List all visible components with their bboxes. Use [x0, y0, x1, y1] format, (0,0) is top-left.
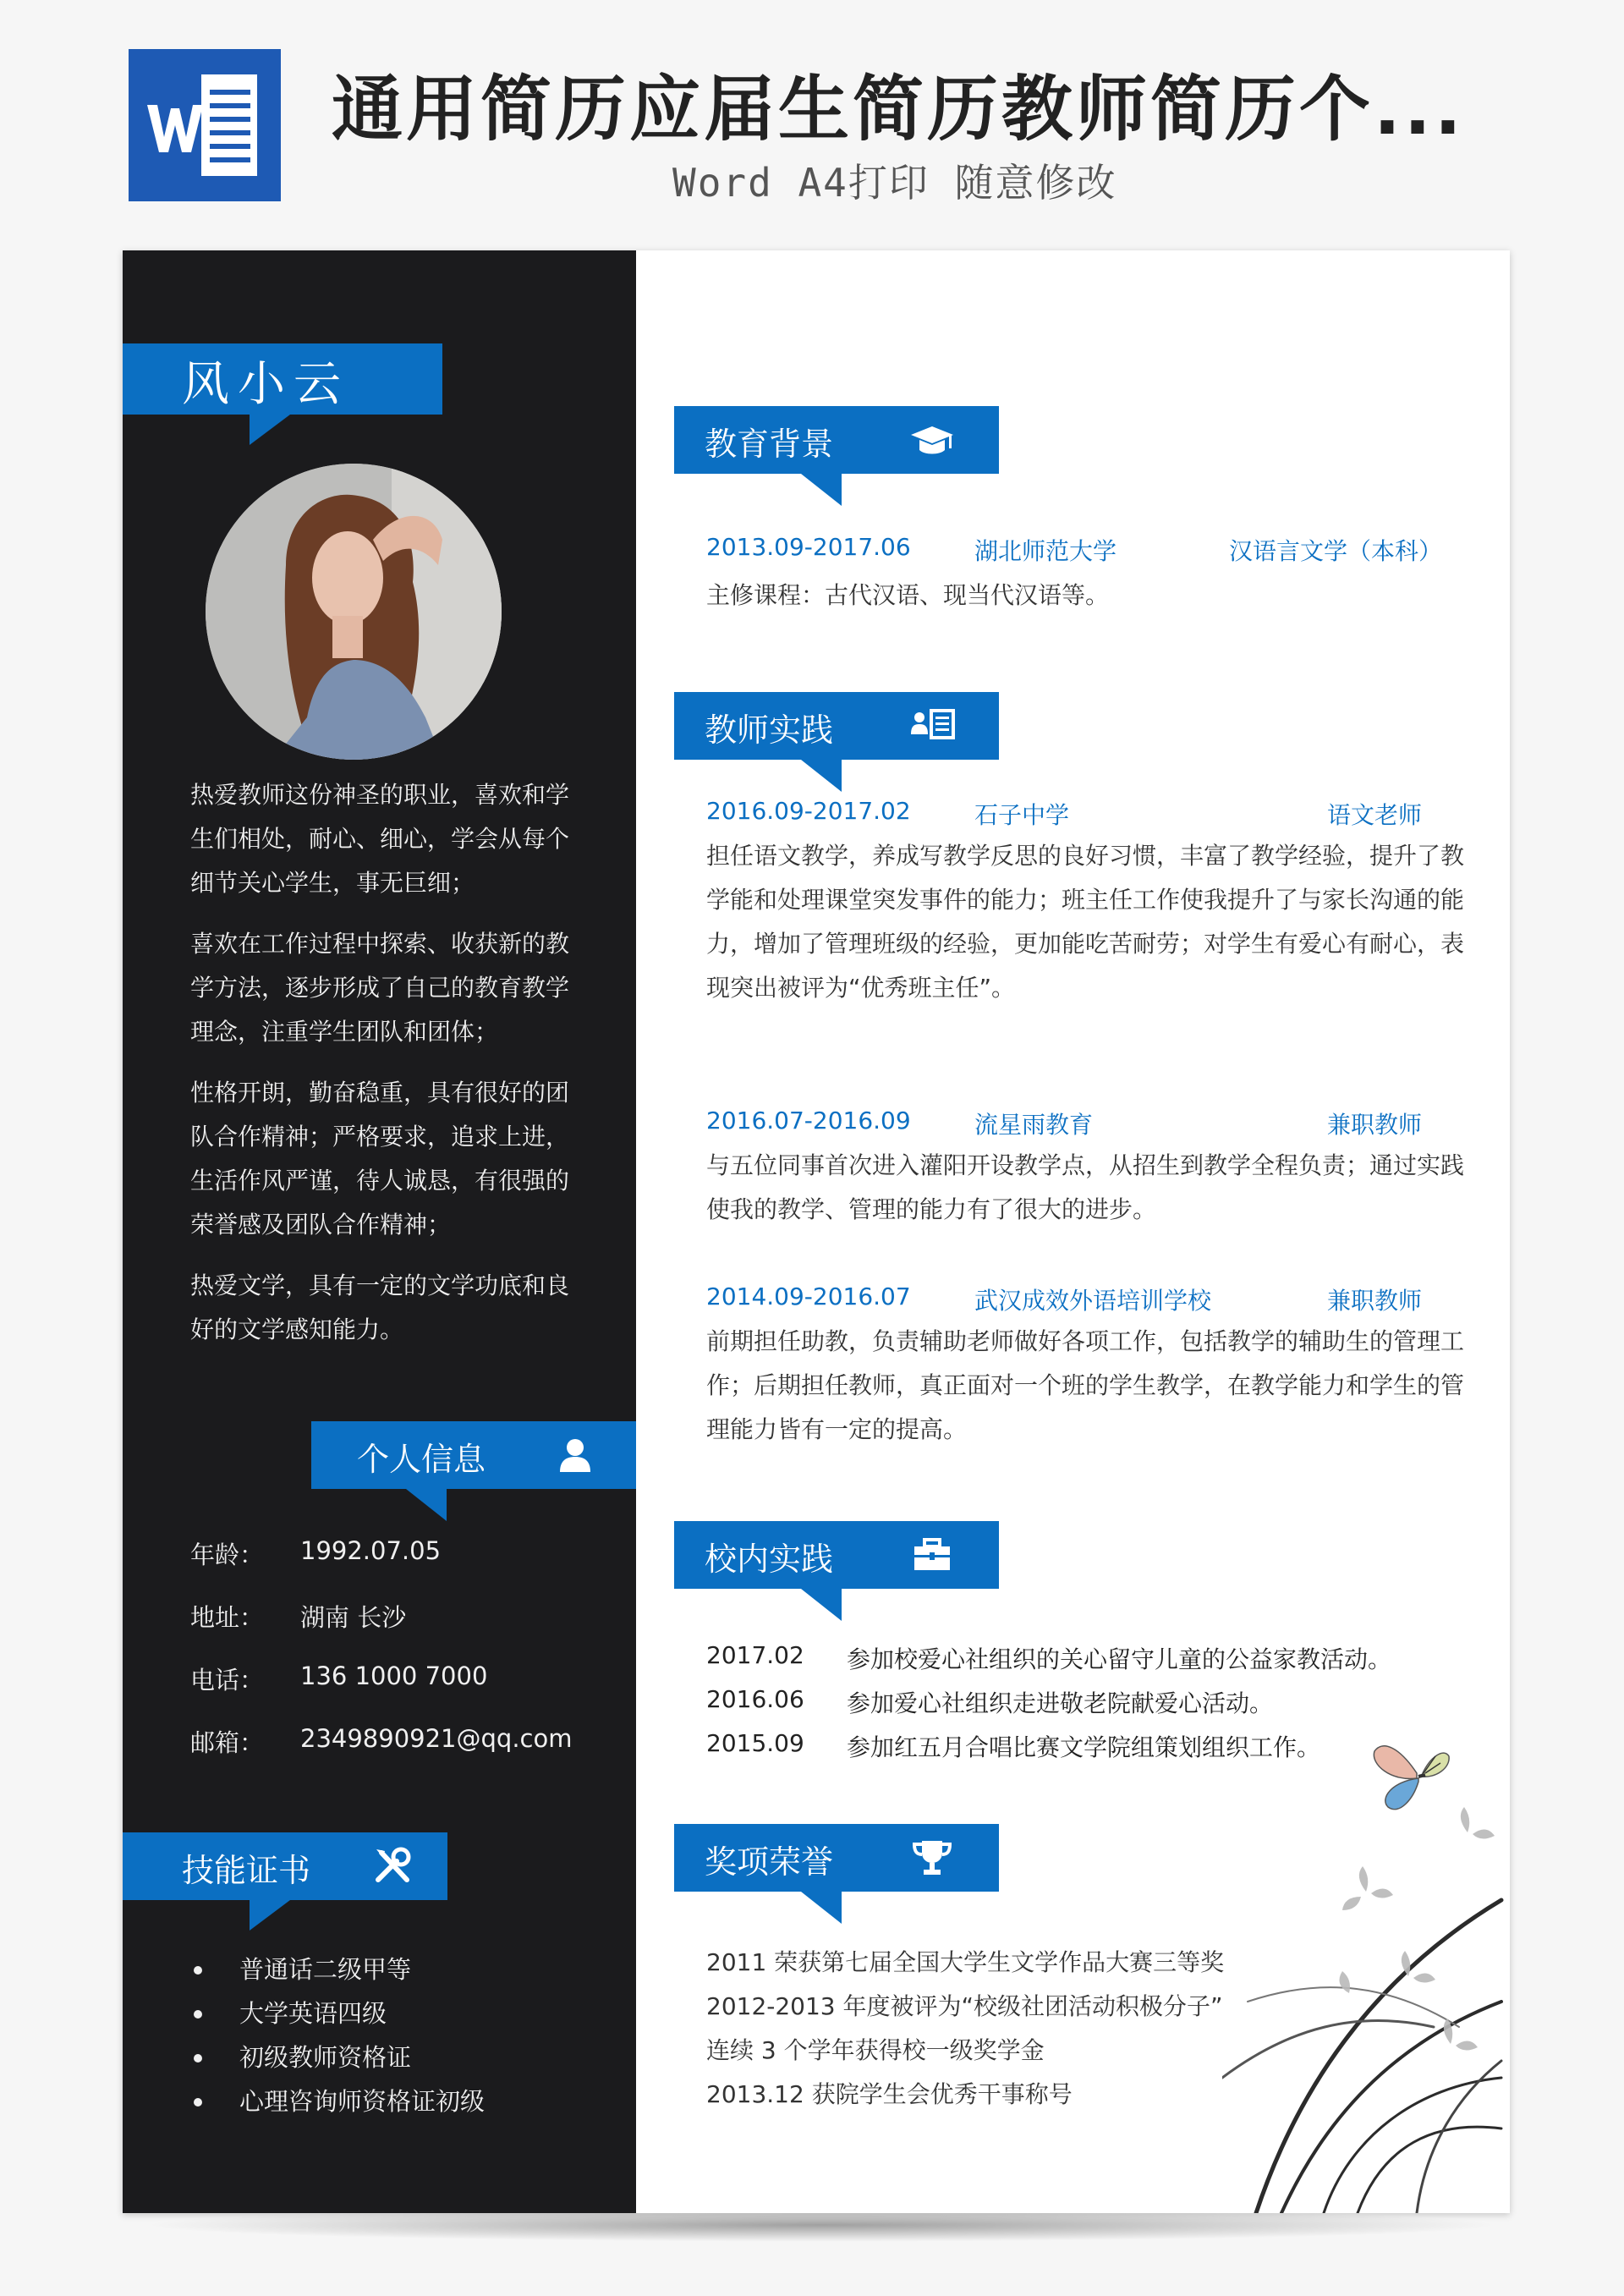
- campus-ribbon: [674, 1521, 999, 1589]
- person-name: 风小云: [182, 357, 349, 412]
- teaching-role: 语文老师: [1327, 801, 1423, 829]
- intro-paragraph: 热爱教师这份神圣的职业，喜欢和学生们相处，耐心、细心，学会从每个细节关心学生，事无巨细；: [190, 781, 570, 897]
- teaching-org: 石子中学: [974, 801, 1070, 829]
- word-icon: [129, 49, 281, 201]
- teaching-date: 2016.07-2016.09: [706, 1107, 911, 1134]
- info-label: 地址：: [190, 1603, 265, 1632]
- campus-text: 参加校爱心社组织的关心留守儿童的公益家教活动。: [847, 1645, 1392, 1673]
- briefcase-icon: [909, 1535, 955, 1575]
- avatar: [206, 464, 502, 760]
- section-title: 教育背景: [705, 426, 834, 463]
- campus-text: 参加爱心社组织走进敬老院献爱心活动。: [847, 1689, 1274, 1717]
- section-title: 技能证书: [182, 1852, 311, 1889]
- awards-ribbon: [674, 1824, 999, 1892]
- education-major: 汉语言文学（本科）: [1229, 537, 1443, 565]
- tools-icon: [373, 1846, 414, 1887]
- campus-date: 2016.06: [706, 1685, 804, 1713]
- teaching-description: 前期担任助教，负责辅助老师做好各项工作，包括教学的辅助生的管理工作；后期担任教师，真正面对一个班的学生教学，在教学能力和学生的管理能力皆有一定的提高。: [706, 1327, 1465, 1443]
- info-value: 1992.07.05: [300, 1536, 442, 1565]
- award-item: 连续 3 个学年获得校一级奖学金: [706, 2036, 1045, 2064]
- orchid-decoration: [1222, 1722, 1510, 2213]
- teaching-ribbon: [674, 692, 999, 760]
- intro-paragraph: 热爱文学，具有一定的文学功底和良好的文学感知能力。: [190, 1272, 570, 1343]
- personal-info-ribbon: [311, 1421, 636, 1489]
- info-value: 136 1000 7000: [300, 1662, 488, 1690]
- skills-list: [190, 1947, 485, 2123]
- list-item: 大学英语四级: [190, 1991, 485, 2035]
- paper-shadow: [140, 2208, 1502, 2242]
- ribbon-tail: [250, 415, 290, 445]
- teaching-org: 武汉成效外语培训学校: [974, 1287, 1212, 1315]
- teaching-role: 兼职教师: [1327, 1287, 1423, 1315]
- self-introduction: [190, 773, 588, 1369]
- list-item: 心理咨询师资格证初级: [190, 2079, 485, 2123]
- user-icon: [557, 1436, 594, 1474]
- ribbon-tail: [801, 1589, 842, 1621]
- teaching-description: 担任语文教学，养成写教学反思的良好习惯，丰富了教学经验，提升了教学能和处理课堂突发事件的能力；班主任工作使我提升了与家长沟通的能力，增加了管理班级的经验，更加能吃苦耐劳；对学生有爱心有耐心，表现突出被评为“优秀班主任”。: [706, 842, 1465, 1002]
- ribbon-tail: [801, 1892, 842, 1924]
- resume-page: [123, 250, 1510, 2213]
- intro-paragraph: 喜欢在工作过程中探索、收获新的教学方法，逐步形成了自己的教育教学理念，注重学生团队和团体；: [190, 930, 570, 1046]
- info-value: 2349890921@qq.com: [300, 1724, 573, 1753]
- page-subtitle: Word A4打印 随意修改: [672, 160, 1117, 206]
- skills-ribbon: [123, 1832, 447, 1900]
- award-item: 2011 荣获第七届全国大学生文学作品大赛三等奖: [706, 1948, 1225, 1976]
- award-item: 2012-2013 年度被评为“校级社团活动积极分子”: [706, 1992, 1223, 2020]
- ribbon-tail: [801, 474, 842, 506]
- butterfly: [1374, 1746, 1449, 1810]
- list-item: 初级教师资格证: [190, 2035, 485, 2079]
- ribbon-tail: [406, 1489, 447, 1521]
- education-school: 湖北师范大学: [974, 537, 1117, 565]
- section-title: 个人信息: [357, 1441, 486, 1478]
- section-title: 奖项荣誉: [705, 1843, 834, 1881]
- id-card-icon: [909, 706, 955, 746]
- campus-date: 2017.02: [706, 1641, 804, 1669]
- page-title: 通用简历应届生简历教师简历个...: [332, 68, 1465, 151]
- teaching-description: 与五位同事首次进入灌阳开设教学点，从招生到教学全程负责；通过实践使我的教学、管理的能力有了很大的进步。: [706, 1151, 1465, 1223]
- teaching-role: 兼职教师: [1327, 1111, 1423, 1139]
- sidebar: [123, 250, 636, 2213]
- ribbon-tail: [801, 760, 842, 792]
- teaching-date: 2016.09-2017.02: [706, 797, 911, 825]
- graduation-cap-icon: [909, 420, 955, 460]
- intro-paragraph: 性格开朗，勤奋稳重，具有很好的团队合作精神；严格要求，追求上进，生活作风严谨，待人诚恳，有很强的荣誉感及团队合作精神；: [190, 1079, 570, 1239]
- info-label: 电话：: [190, 1666, 265, 1695]
- award-item: 2013.12 获院学生会优秀干事称号: [706, 2080, 1073, 2108]
- ribbon-tail: [250, 1900, 290, 1931]
- education-date: 2013.09-2017.06: [706, 533, 911, 561]
- info-label: 邮箱：: [190, 1728, 265, 1757]
- education-detail: 主修课程：古代汉语、现当代汉语等。: [706, 581, 1110, 609]
- name-ribbon: [123, 343, 442, 415]
- campus-text: 参加红五月合唱比赛文学院组策划组织工作。: [847, 1733, 1321, 1761]
- teaching-date: 2014.09-2016.07: [706, 1283, 911, 1310]
- info-value: 湖南 长沙: [300, 1603, 407, 1632]
- trophy-icon: [909, 1837, 955, 1878]
- info-label: 年龄：: [190, 1541, 265, 1569]
- teaching-org: 流星雨教育: [974, 1111, 1094, 1139]
- education-ribbon: [674, 406, 999, 474]
- list-item: 普通话二级甲等: [190, 1947, 485, 1991]
- section-title: 校内实践: [705, 1541, 834, 1578]
- campus-date: 2015.09: [706, 1729, 804, 1757]
- section-title: 教师实践: [705, 711, 834, 749]
